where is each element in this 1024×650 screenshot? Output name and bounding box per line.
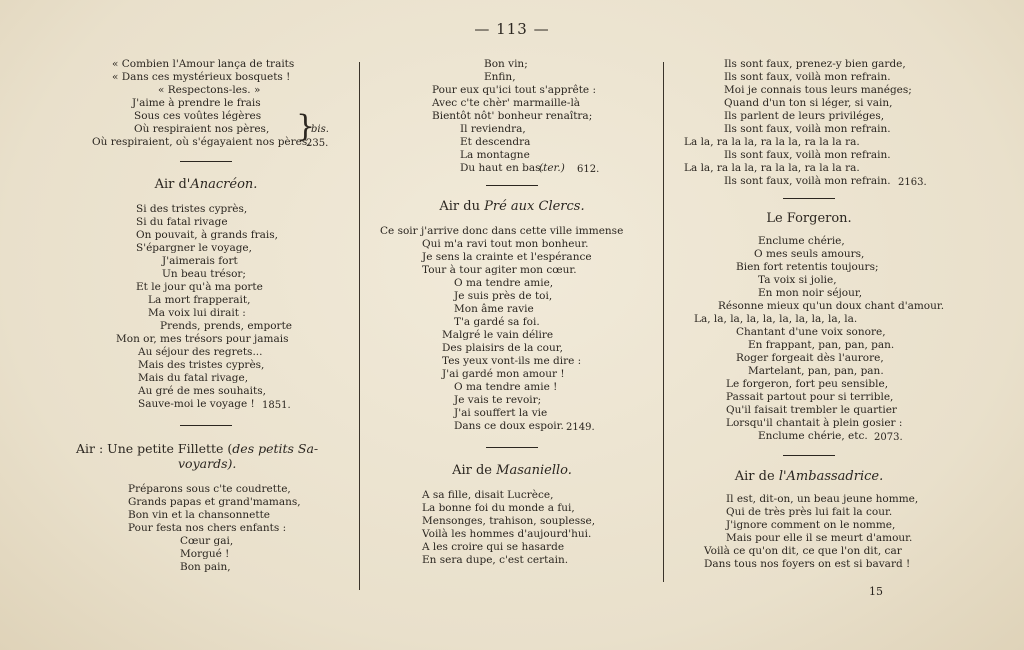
section-rule bbox=[180, 161, 232, 162]
verse-line: On pouvait, à grands frais, bbox=[136, 229, 279, 241]
song-title bbox=[76, 441, 342, 471]
section-rule bbox=[486, 447, 538, 448]
verse-line: Tour à tour agiter mon cœur. bbox=[422, 264, 577, 276]
verse-line: Roger forgeait dès l'aurore, bbox=[736, 352, 884, 364]
section-rule bbox=[486, 185, 538, 186]
verse-line: Ils sont faux, voilà mon refrain. bbox=[724, 71, 891, 83]
verse-line: La, la, la, la, la, la, la, la, la, la. bbox=[694, 313, 858, 325]
verse-line: Au gré de mes souhaits, bbox=[138, 385, 266, 397]
verse-line: En mon noir séjour, bbox=[758, 287, 863, 299]
verse-line: Lorsqu'il chantait à plein gosier : bbox=[726, 417, 903, 429]
verse-line: Qui de très près lui fait la cour. bbox=[726, 506, 893, 518]
verse-line: Mais pour elle il se meurt d'amour. bbox=[726, 532, 913, 544]
verse-line: Voilà ce qu'on dit, ce que l'on dit, car bbox=[704, 545, 902, 557]
song-title bbox=[372, 464, 652, 477]
verse-line: Qu'il faisait trembler le quartier bbox=[726, 404, 897, 416]
song-title-air: Anacréon. bbox=[190, 177, 258, 192]
song-number: 235. bbox=[306, 138, 329, 149]
verse-line: Ce soir j'arrive donc dans cette ville immense bbox=[380, 225, 624, 237]
verse-line: Un beau trésor; bbox=[162, 268, 246, 280]
verse-line: A les croire qui se hasarde bbox=[422, 541, 565, 553]
verse-line: En sera dupe, c'est certain. bbox=[422, 554, 569, 566]
verse-line: Bon pain, bbox=[180, 561, 231, 573]
verse-line: Si du fatal rivage bbox=[136, 216, 228, 228]
verse-line: Où respiraient, où s'égayaient nos pères. bbox=[92, 136, 311, 148]
column-right bbox=[678, 58, 945, 571]
song-title: Le Forgeron. bbox=[766, 211, 852, 226]
verse-line: Il reviendra, bbox=[460, 123, 526, 135]
verse-line: « Combien l'Amour lança de traits bbox=[112, 58, 295, 70]
verse-line: La mort frapperait, bbox=[148, 294, 251, 306]
song-verse bbox=[372, 225, 652, 433]
verse-line: Je vais te revoir; bbox=[454, 394, 542, 406]
verse-line: Moi je connais tous leurs manéges; bbox=[724, 84, 912, 96]
song-verse bbox=[678, 235, 945, 443]
verse-line: Du haut en bas. bbox=[460, 162, 544, 174]
verse-line: Tes yeux vont-ils me dire : bbox=[442, 355, 582, 367]
page-number: — 113 — bbox=[474, 20, 550, 38]
song-verse bbox=[678, 493, 940, 571]
verse-line: Dans ce doux espoir. bbox=[454, 420, 564, 432]
signature-mark: 15 bbox=[869, 585, 883, 598]
song-title-prefix: Air du bbox=[439, 199, 485, 214]
verse-line: Ils sont faux, voilà mon refrain. bbox=[724, 149, 891, 161]
song-title-air: Pré aux Clercs. bbox=[484, 199, 585, 214]
verse-line: Sauve-moi le voyage ! bbox=[138, 398, 255, 410]
section-rule bbox=[783, 455, 835, 456]
brace-mark: } bbox=[296, 109, 316, 144]
song-verse bbox=[70, 203, 342, 411]
verse-line: Au séjour des regrets... bbox=[138, 346, 263, 358]
verse-line: Bon vin; bbox=[484, 58, 528, 70]
song-title-air-cont: voyards). bbox=[178, 456, 237, 471]
verse-line: La la, ra la la, ra la la, ra la la ra. bbox=[684, 162, 860, 174]
verse-line: Mensonges, trahison, souplesse, bbox=[422, 515, 596, 527]
song-number: 2163. bbox=[898, 177, 927, 188]
verse-line: Bien fort retentis toujours; bbox=[736, 261, 879, 273]
verse-line: Chantant d'une voix sonore, bbox=[736, 326, 886, 338]
song-title-air: des petits Sa- bbox=[232, 441, 319, 456]
verse-line: Mon or, mes trésors pour jamais bbox=[116, 333, 289, 345]
verse-line: Dans tous nos foyers on est si bavard ! bbox=[704, 558, 911, 570]
verse-line: Mais des tristes cyprès, bbox=[138, 359, 265, 371]
verse-line: Mon âme ravie bbox=[454, 303, 534, 315]
verse-line: Je suis près de toi, bbox=[454, 290, 553, 302]
verse-line: Martelant, pan, pan, pan. bbox=[748, 365, 884, 377]
verse-line: Grands papas et grand'mamans, bbox=[128, 496, 301, 508]
section-rule bbox=[783, 198, 835, 199]
verse-line: Malgré le vain délire bbox=[442, 329, 554, 341]
verse-line: Avec c'te chèr' marmaille-là bbox=[432, 97, 581, 109]
verse-line: La bonne foi du monde a fui, bbox=[422, 502, 575, 514]
repeat-marker: (ter.) bbox=[539, 162, 565, 174]
verse-line: Pour festa nos chers enfants : bbox=[128, 522, 287, 534]
verse-line: Il est, dit-on, un beau jeune homme, bbox=[726, 493, 919, 505]
column-divider-right bbox=[663, 62, 664, 582]
song-title bbox=[70, 178, 342, 191]
song-title bbox=[678, 470, 940, 483]
verse-line: « Dans ces mystérieux bosquets ! bbox=[112, 71, 291, 83]
verse-line: Voilà les hommes d'aujourd'hui. bbox=[422, 528, 592, 540]
column-divider-left bbox=[359, 62, 360, 590]
verse-line: J'aimerais fort bbox=[162, 255, 238, 267]
verse-line: O mes seuls amours, bbox=[754, 248, 865, 260]
song-title-air: Masaniello. bbox=[496, 463, 572, 478]
song-verse-top bbox=[70, 58, 342, 149]
verse-line: A sa fille, disait Lucrèce, bbox=[422, 489, 554, 501]
verse-line: Où respiraient nos pères, bbox=[134, 123, 270, 135]
verse-line: Et le jour qu'à ma porte bbox=[136, 281, 263, 293]
column-left bbox=[70, 58, 342, 574]
verse-line: Enclume chérie, etc. bbox=[758, 430, 868, 442]
verse-line: Enclume chérie, bbox=[758, 235, 845, 247]
song-title-prefix: Air : Une petite Fillette ( bbox=[76, 441, 233, 456]
section-rule bbox=[180, 425, 232, 426]
song-verse-top bbox=[372, 58, 652, 175]
verse-line: La la, ra la la, ra la la, ra la la ra. bbox=[684, 136, 860, 148]
verse-line: Enfin, bbox=[484, 71, 516, 83]
column-middle bbox=[372, 58, 652, 567]
verse-line: J'ai souffert la vie bbox=[454, 407, 548, 419]
verse-line: Ta voix si jolie, bbox=[758, 274, 837, 286]
verse-line: Ils parlent de leurs priviléges, bbox=[724, 110, 885, 122]
verse-line: Préparons sous c'te coudrette, bbox=[128, 483, 291, 495]
verse-line: S'épargner le voyage, bbox=[136, 242, 252, 254]
verse-line: Ma voix lui dirait : bbox=[148, 307, 246, 319]
verse-line: Prends, prends, emporte bbox=[160, 320, 293, 332]
verse-line: « Respectons-les. » bbox=[158, 84, 261, 96]
verse-line: Si des tristes cyprès, bbox=[136, 203, 248, 215]
verse-line: Passait partout pour si terrible, bbox=[726, 391, 894, 403]
verse-line: En frappant, pan, pan, pan. bbox=[748, 339, 895, 351]
verse-line: O ma tendre amie, bbox=[454, 277, 554, 289]
verse-line: Morgué ! bbox=[180, 548, 230, 560]
verse-line: J'ai gardé mon amour ! bbox=[442, 368, 565, 380]
verse-line: Quand d'un ton si léger, si vain, bbox=[724, 97, 893, 109]
verse-line: Des plaisirs de la cour, bbox=[442, 342, 563, 354]
verse-line: Le forgeron, fort peu sensible, bbox=[726, 378, 889, 390]
song-title-prefix: Air d' bbox=[154, 177, 191, 192]
verse-line: La montagne bbox=[460, 149, 530, 161]
verse-line: Pour eux qu'ici tout s'apprête : bbox=[432, 84, 597, 96]
verse-line: Qui m'a ravi tout mon bonheur. bbox=[422, 238, 589, 250]
verse-line: Cœur gai, bbox=[180, 535, 234, 547]
verse-line: Résonne mieux qu'un doux chant d'amour. bbox=[718, 300, 945, 312]
verse-line: J'ignore comment on le nomme, bbox=[726, 519, 896, 531]
verse-line: Et descendra bbox=[460, 136, 531, 148]
song-verse bbox=[70, 483, 342, 574]
song-title-prefix: Air de bbox=[452, 463, 497, 478]
verse-line: J'aime à prendre le frais bbox=[132, 97, 261, 109]
song-title-air: l'Ambassadrice. bbox=[778, 469, 884, 484]
song-title bbox=[372, 200, 652, 213]
verse-line: Bientôt nôt' bonheur renaîtra; bbox=[432, 110, 593, 122]
verse-line: Ils sont faux, voilà mon refrain. bbox=[724, 175, 891, 187]
verse-line: Mais du fatal rivage, bbox=[138, 372, 249, 384]
verse-line: Je sens la crainte et l'espérance bbox=[422, 251, 592, 263]
repeat-marker: bis. bbox=[311, 124, 329, 135]
verse-line: Bon vin et la chansonnette bbox=[128, 509, 271, 521]
song-title-prefix: Air de bbox=[734, 469, 779, 484]
verse-line: Ils sont faux, prenez-y bien garde, bbox=[724, 58, 906, 70]
song-number: 2073. bbox=[874, 432, 903, 443]
song-number: 612. bbox=[577, 164, 600, 175]
verse-line: O ma tendre amie ! bbox=[454, 381, 558, 393]
verse-line: T'a gardé sa foi. bbox=[454, 316, 540, 328]
verse-line: Ils sont faux, voilà mon refrain. bbox=[724, 123, 891, 135]
song-number: 2149. bbox=[566, 422, 595, 433]
song-verse bbox=[372, 489, 652, 567]
song-verse-top bbox=[678, 58, 940, 188]
song-number: 1851. bbox=[262, 400, 291, 411]
verse-line: Sous ces voûtes légères bbox=[134, 110, 262, 122]
